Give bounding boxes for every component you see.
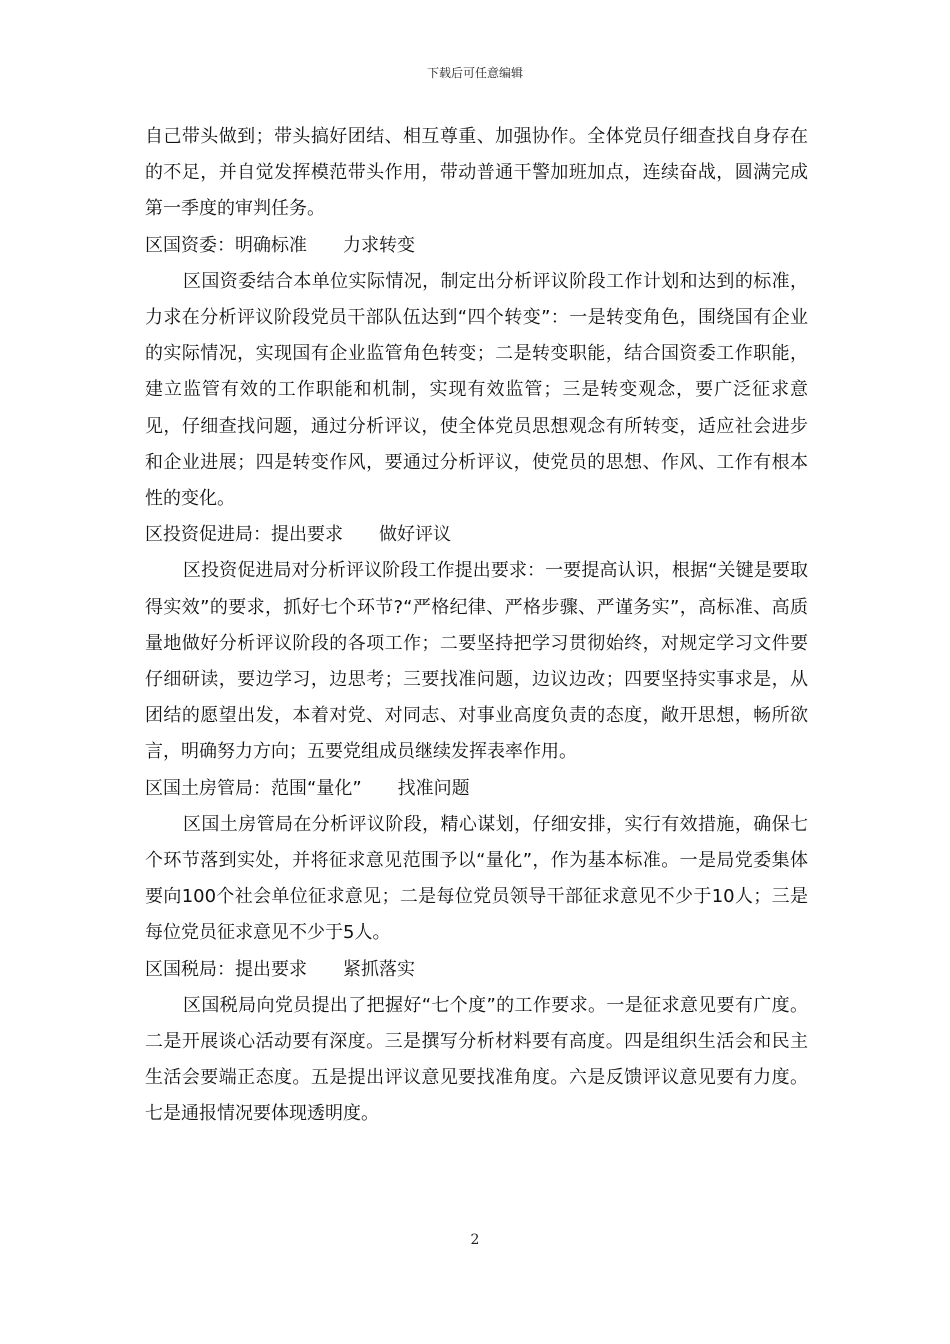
paragraph-continued: 自己带头做到；带头搞好团结、相互尊重、加强协作。全体党员仔细查找自身存在的不足，并自觉发挥模范带头作用，带动普通干警加班加点，连续奋战，圆满完成第一季度的审判任务。 [145,126,808,220]
paragraph-guoshui: 区国税局向党员提出了把握好“七个度”的工作要求。一是征求意见要有广度。二是开展谈心活动要有深度。三是撰写分析材料要有高度。四是组织生活会和民主生活会要端正态度。五是提出评议意见要找准角度。六是反馈评议意见要有力度。七是通报情况要体现透明度。 [145,994,808,1125]
document-body [145,119,808,1133]
paragraph-touzi: 区投资促进局对分析评议阶段工作提出要求：一要提高认识，根据“关键是要取得实效”的要求，抓好七个环节?“严格纪律、严格步骤、严谨务实”，高标准、高质量地做好分析评议阶段的各项工作；二要坚持把学习贯彻始终，对规定学习文件要仔细研读，要边学习，边思考；三要找准问题，边议边改；四要坚持实事求是，从团结的愿望出发，本着对党、对同志、对事业高度负责的态度，敞开思想，畅所欲言，明确努力方向；五要党组成员继续发挥表率作用。 [145,560,808,763]
page-number: 2 [470,1232,480,1248]
section-heading-touzi: 区投资促进局：提出要求 做好评议 [145,524,451,546]
paragraph-guotu: 区国土房管局在分析评议阶段，精心谋划，仔细安排，实行有效措施，确保七个环节落到实处，并将征求意见范围予以“量化”，作为基本标准。一是局党委集体要向100个社会单位征求意见；二是每位党员领导干部征求意见不少于10人；三是每位党员征求意见不少于5人。 [145,813,808,944]
header-note: 下载后可任意编辑 [426,66,523,80]
section-heading-guoshui: 区国税局：提出要求 紧抓落实 [145,958,415,980]
section-heading-guoziwei: 区国资委：明确标准 力求转变 [145,234,415,256]
paragraph-guoziwei: 区国资委结合本单位实际情况，制定出分析评议阶段工作计划和达到的标准，力求在分析评议阶段党员干部队伍达到“四个转变”：一是转变角色，围绕国有企业的实际情况，实现国有企业监管角色转变；二是转变职能，结合国资委工作职能，建立监管有效的工作职能和机制，实现有效监管；三是转变观念，要广泛征求意见，仔细查找问题，通过分析评议，使全体党员思想观念有所转变，适应社会进步和企业进展；四是转变作风，要通过分析评议，使党员的思想、作风、工作有根本性的变化。 [145,270,808,510]
section-heading-guotu: 区国土房管局：范围“量化” 找准问题 [145,777,470,799]
